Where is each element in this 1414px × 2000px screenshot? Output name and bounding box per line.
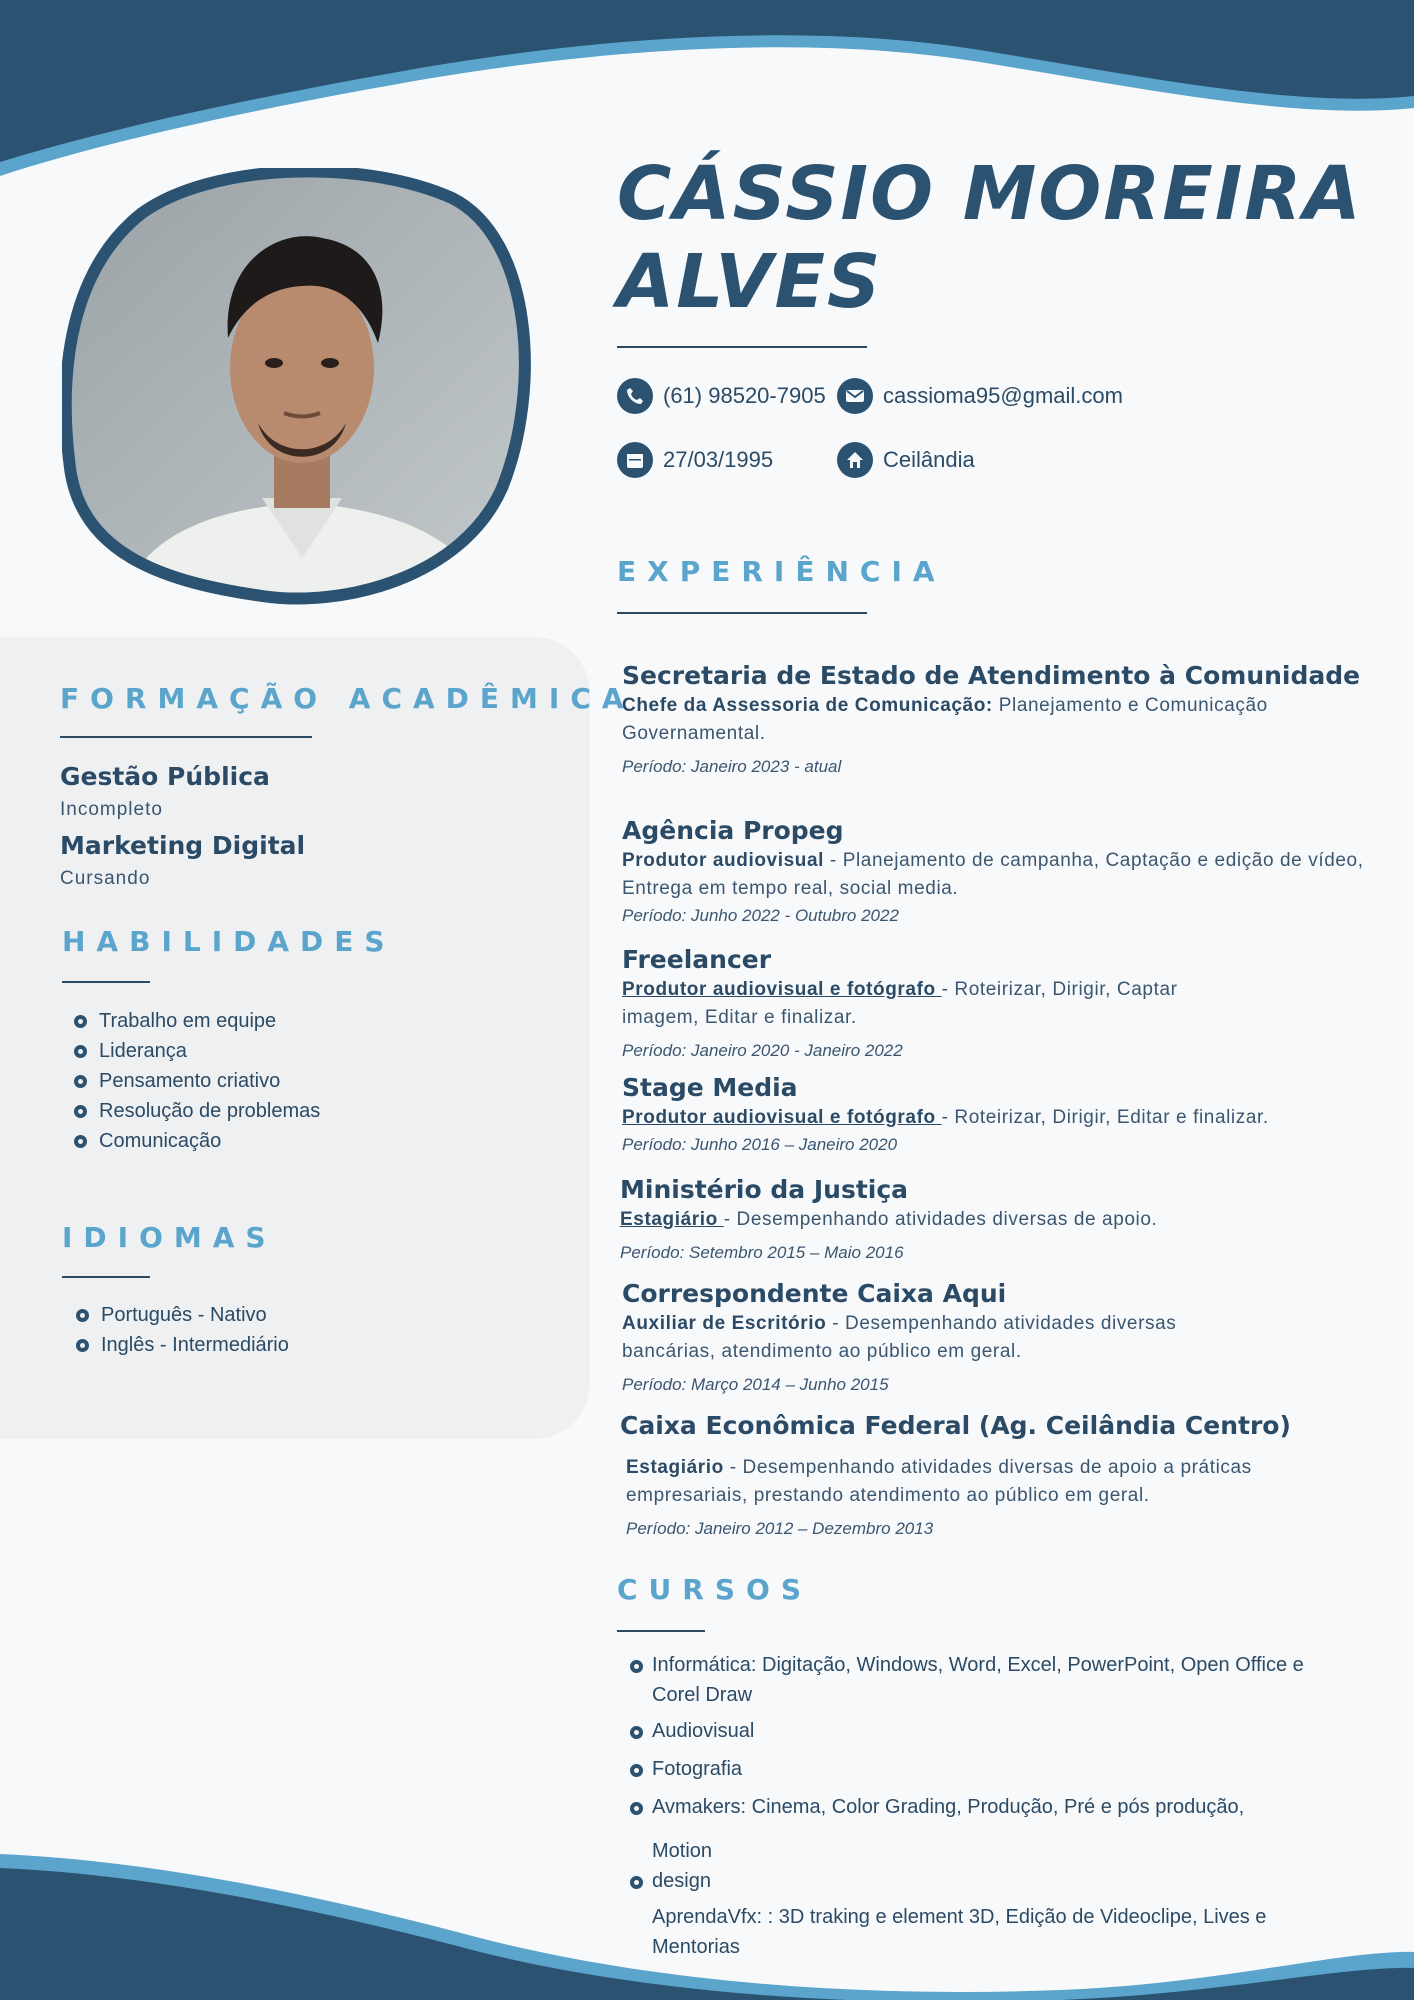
bullet-icon: [630, 1764, 643, 1777]
experience-company: Correspondente Caixa Aqui: [622, 1279, 1007, 1308]
experience-description: [622, 1310, 1262, 1366]
languages-list: [76, 1300, 289, 1360]
experience-divider: [617, 612, 867, 614]
experience-description: [620, 1454, 1316, 1510]
name-divider: [617, 346, 867, 348]
course-text: design: [652, 1870, 711, 1892]
experience-item: [622, 944, 1252, 1064]
city-text: Ceilândia: [883, 447, 975, 472]
skill-text: Comunicação: [99, 1129, 222, 1152]
experience-period: Período: Janeiro 2012 – Dezembro 2013: [626, 1519, 934, 1538]
bullet-icon: [630, 1876, 643, 1889]
experience-company: Agência Propeg: [622, 816, 844, 845]
name-line-1: CÁSSIO MOREIRA: [617, 151, 1363, 237]
experience-period: Período: Setembro 2015 – Maio 2016: [620, 1243, 904, 1262]
candidate-name: [617, 150, 1363, 326]
education-status: Incompleto: [60, 799, 163, 820]
skill-text: Pensamento criativo: [99, 1069, 281, 1092]
experience-period: Período: Junho 2016 – Janeiro 2020: [622, 1135, 898, 1154]
experience-desc-text: - Roteirizar, Dirigir, Editar e finalizar.: [941, 1107, 1269, 1128]
experience-description: [622, 976, 1252, 1032]
experience-period: Período: Março 2014 – Junho 2015: [622, 1375, 889, 1394]
list-item: [76, 1330, 289, 1360]
experience-item: [620, 1174, 1380, 1266]
bullet-icon: [76, 1339, 89, 1352]
experience-description: [620, 1206, 1380, 1234]
check-bullet-icon: [74, 1045, 87, 1058]
contact-city: [837, 442, 975, 478]
experience-item: [622, 815, 1382, 929]
check-bullet-icon: [74, 1075, 87, 1088]
courses-heading: CURSOS: [617, 1573, 812, 1606]
education-heading: FORMAÇÃO ACADÊMICA: [60, 682, 635, 715]
experience-company: Stage Media: [622, 1073, 798, 1102]
experience-role: Auxiliar de Escritório: [622, 1313, 827, 1334]
list-item: [630, 1836, 1350, 1866]
experience-role: Estagiário: [626, 1457, 724, 1478]
bullet-icon: [630, 1660, 643, 1673]
languages-divider: [62, 1276, 150, 1278]
course-text: Motion: [652, 1840, 713, 1862]
birthdate-text: 27/03/1995: [663, 447, 774, 472]
email-text: cassioma95@gmail.com: [883, 383, 1123, 408]
skill-text: Resolução de problemas: [99, 1099, 321, 1122]
experience-desc-text: - Desempenhando atividades diversas de apoio a práticas empresariais, prestando atendimento ao público em geral.: [626, 1457, 1252, 1506]
experience-item: [620, 1410, 1380, 1542]
home-icon: [837, 442, 873, 478]
list-item: [630, 1792, 1350, 1822]
experience-desc-text: - Roteirizar, Dirigir, Captar imagem, Editar e finalizar.: [622, 979, 1178, 1028]
experience-item: [622, 1072, 1382, 1158]
bullet-icon: [630, 1802, 643, 1815]
experience-role: Produtor audiovisual e fotógrafo: [622, 979, 942, 1000]
experience-desc-text: - Desempenhando atividades diversas bancárias, atendimento ao público em geral.: [622, 1313, 1177, 1362]
experience-period: Período: Janeiro 2023 - atual: [622, 757, 842, 776]
experience-description: [622, 1104, 1382, 1132]
course-text: Avmakers: Cinema, Color Grading, Produção, Pré e pós produção,: [652, 1796, 1245, 1818]
list-item: [74, 1006, 320, 1036]
phone-icon: [617, 378, 653, 414]
bullet-icon: [630, 1726, 643, 1739]
experience-desc-text: - Planejamento de campanha, Captação e edição de vídeo, Entrega em tempo real, social media.: [622, 850, 1364, 899]
profile-photo: [62, 168, 540, 610]
course-text: AprendaVfx: : 3D traking e element 3D, Edição de Videoclipe, Lives e Mentorias: [652, 1906, 1267, 1958]
check-bullet-icon: [74, 1105, 87, 1118]
experience-heading: EXPERIÊNCIA: [617, 555, 946, 588]
experience-company: Caixa Econômica Federal (Ag. Ceilândia Centro): [620, 1411, 1291, 1440]
education-status: Cursando: [60, 868, 151, 889]
name-line-2: ALVES: [617, 239, 883, 325]
language-text: Português - Nativo: [101, 1303, 267, 1326]
list-item: [74, 1066, 320, 1096]
experience-company: Secretaria de Estado de Atendimento à Comunidade: [622, 661, 1361, 690]
courses-list: [630, 1650, 1350, 1962]
course-text: Audiovisual: [652, 1720, 755, 1742]
list-item: [74, 1036, 320, 1066]
skill-text: Trabalho em equipe: [99, 1009, 277, 1032]
check-bullet-icon: [74, 1135, 87, 1148]
skills-list: [74, 1006, 320, 1156]
contact-email: [837, 378, 1123, 414]
mail-icon: [837, 378, 873, 414]
contact-phone: [617, 378, 826, 414]
education-title: Gestão Pública: [60, 762, 270, 791]
experience-period: Período: Janeiro 2020 - Janeiro 2022: [622, 1041, 903, 1060]
experience-role: Estagiário: [620, 1209, 724, 1230]
experience-description: [622, 847, 1382, 903]
experience-desc-text: Planejamento e Comunicação Governamental.: [622, 695, 1268, 744]
languages-heading: IDIOMAS: [62, 1221, 277, 1254]
experience-desc-text: - Desempenhando atividades diversas de apoio.: [723, 1209, 1158, 1230]
list-item: [74, 1126, 320, 1156]
education-divider: [60, 736, 312, 738]
experience-item: [622, 660, 1382, 780]
skill-text: Liderança: [99, 1039, 187, 1062]
list-item: [76, 1300, 289, 1330]
phone-text: (61) 98520-7905: [663, 383, 826, 408]
experience-role: Chefe da Assessoria de Comunicação:: [622, 695, 993, 716]
courses-divider: [617, 1630, 705, 1632]
list-item: [74, 1096, 320, 1126]
list-item: [630, 1754, 1350, 1784]
experience-description: [622, 692, 1382, 748]
language-text: Inglês - Intermediário: [101, 1333, 289, 1356]
check-bullet-icon: [74, 1015, 87, 1028]
experience-company: Ministério da Justiça: [620, 1175, 909, 1204]
experience-item: [622, 1278, 1262, 1398]
list-item: [630, 1650, 1350, 1710]
bullet-icon: [76, 1309, 89, 1322]
experience-role: Produtor audiovisual e fotógrafo: [622, 1107, 942, 1128]
calendar-icon: [617, 442, 653, 478]
skills-divider: [62, 981, 150, 983]
list-item: [630, 1866, 1350, 1896]
experience-role: Produtor audiovisual: [622, 850, 825, 871]
list-item: [630, 1716, 1350, 1746]
experience-period: Período: Junho 2022 - Outubro 2022: [622, 906, 899, 925]
contact-birthdate: [617, 442, 773, 478]
skills-heading: HABILIDADES: [62, 925, 396, 958]
course-text: Fotografia: [652, 1758, 743, 1780]
list-item: [630, 1902, 1350, 1962]
experience-company: Freelancer: [622, 945, 772, 974]
education-title: Marketing Digital: [60, 831, 306, 860]
course-text: Informática: Digitação, Windows, Word, Excel, PowerPoint, Open Office e Corel Draw: [652, 1654, 1304, 1706]
